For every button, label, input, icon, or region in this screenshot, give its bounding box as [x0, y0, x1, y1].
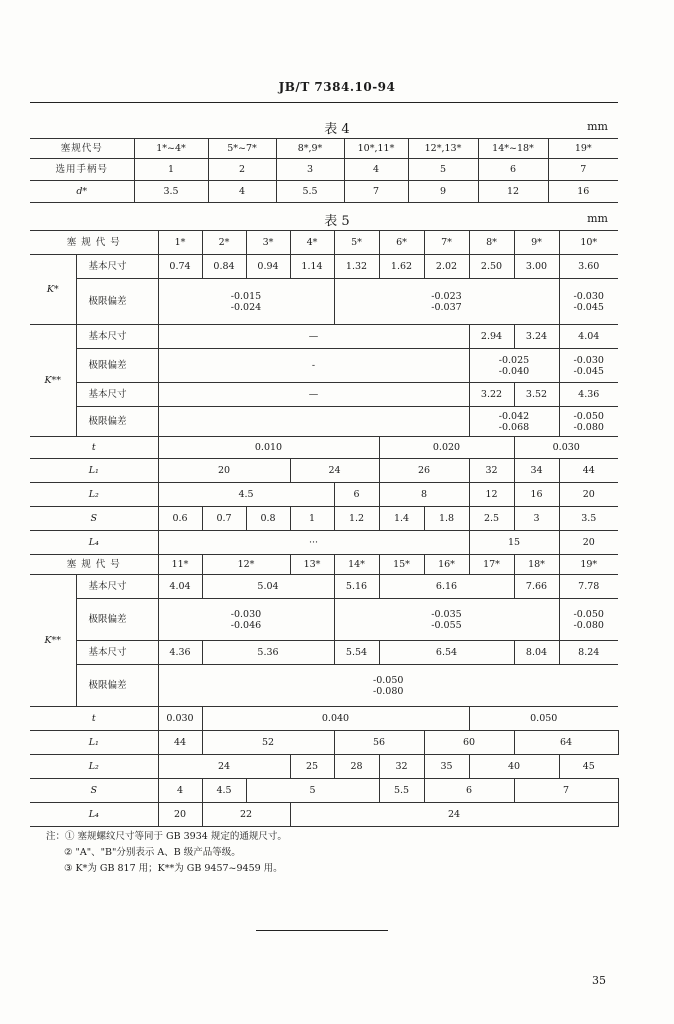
- table-cell: -0.015 -0.024: [158, 279, 334, 325]
- note-line: ③ K*为 GB 817 用；K**为 GB 9457~9459 用。: [64, 863, 283, 874]
- table-cell: 4.5: [202, 779, 246, 803]
- table-cell: -0.050 -0.080: [559, 407, 618, 437]
- table-cell: 14*: [334, 555, 379, 575]
- table-cell: 0.010: [158, 437, 379, 459]
- table-cell: 选用手柄号: [30, 159, 134, 181]
- table4-caption: 表 4: [324, 122, 350, 137]
- table-row: [30, 383, 618, 407]
- table-cell: 2.02: [424, 255, 469, 279]
- table-row: [30, 803, 618, 827]
- table-cell: 17*: [469, 555, 514, 575]
- table-cell: 6.54: [379, 641, 514, 665]
- table-row: [30, 483, 618, 507]
- table-cell: 5.5: [379, 779, 424, 803]
- table-cell: 1.14: [290, 255, 334, 279]
- table-cell: 1.62: [379, 255, 424, 279]
- table-cell: -0.050 -0.080: [559, 599, 618, 641]
- table-cell: K**: [30, 575, 76, 707]
- table-row: [30, 139, 618, 159]
- table-cell: 4: [344, 159, 408, 181]
- table-cell: 2: [208, 159, 276, 181]
- table-cell: 7: [514, 779, 618, 803]
- table-cell: L₁: [30, 459, 158, 483]
- table-row: [30, 665, 618, 707]
- table-cell: 极限偏差: [76, 349, 158, 383]
- table-row: [30, 325, 618, 349]
- table-cell: 8*,9*: [276, 139, 344, 159]
- table-cell: 3.24: [514, 325, 559, 349]
- table-cell: 1: [134, 159, 208, 181]
- table-cell: L₂: [30, 755, 158, 779]
- table-cell: 5.16: [334, 575, 379, 599]
- table-cell: 7.78: [559, 575, 618, 599]
- table-row: [30, 181, 618, 203]
- table-cell: 3.5: [134, 181, 208, 203]
- table-cell: 44: [559, 459, 618, 483]
- table-cell: 3.22: [469, 383, 514, 407]
- table-row: [30, 507, 618, 531]
- table-cell: 5.54: [334, 641, 379, 665]
- table-row: [30, 407, 618, 437]
- table-cell: 4: [208, 181, 276, 203]
- table-cell: 5.04: [202, 575, 334, 599]
- table-cell: 3.00: [514, 255, 559, 279]
- table-row: [30, 641, 618, 665]
- table-cell: 13*: [290, 555, 334, 575]
- table-cell: 塞 规 代 号: [30, 231, 158, 255]
- table-cell: 8: [379, 483, 469, 507]
- table-cell: d*: [30, 181, 134, 203]
- table-cell: L₄: [30, 803, 158, 827]
- table-cell: -: [158, 349, 469, 383]
- table-cell: 4: [158, 779, 202, 803]
- table-cell: 12: [478, 181, 548, 203]
- table-cell: 0.050: [469, 707, 618, 731]
- table-5: [30, 230, 618, 827]
- table-cell: 塞规代号: [30, 139, 134, 159]
- table-cell: 19*: [548, 139, 618, 159]
- table-cell: 20: [158, 459, 290, 483]
- table-row: [30, 531, 618, 555]
- table-cell: 19*: [559, 555, 618, 575]
- table-cell: -0.030 -0.045: [559, 279, 618, 325]
- table-cell: 5: [246, 779, 379, 803]
- table-cell: 35: [424, 755, 469, 779]
- table-cell: 5.5: [276, 181, 344, 203]
- table-row: [30, 349, 618, 383]
- table-row: [30, 279, 618, 325]
- table4-unit: mm: [587, 120, 608, 133]
- table-cell: 3*: [246, 231, 290, 255]
- table-cell: 32: [469, 459, 514, 483]
- table-cell: 16: [514, 483, 559, 507]
- table-cell: 0.74: [158, 255, 202, 279]
- table-cell: 3.60: [559, 255, 618, 279]
- table-row: [30, 437, 618, 459]
- table-cell: t: [30, 707, 158, 731]
- table-cell: 24: [158, 755, 290, 779]
- note-line: ② "A"、"B"分别表示 A、B 级产品等级。: [64, 847, 241, 858]
- table-cell: 1: [290, 507, 334, 531]
- table-cell: 6*: [379, 231, 424, 255]
- table-cell: 60: [424, 731, 514, 755]
- table-cell: 5*: [334, 231, 379, 255]
- table-cell: 45: [559, 755, 618, 779]
- table-cell: 32: [379, 755, 424, 779]
- table-cell: 52: [202, 731, 334, 755]
- table-cell: 2.5: [469, 507, 514, 531]
- table-cell: 7: [344, 181, 408, 203]
- table-cell: 10*: [559, 231, 618, 255]
- table-cell: -0.025 -0.040: [469, 349, 559, 383]
- table-cell: 5*~7*: [208, 139, 276, 159]
- table-cell: 9*: [514, 231, 559, 255]
- table-cell: 12*,13*: [408, 139, 478, 159]
- table-row: [30, 707, 618, 731]
- table-cell: 5: [408, 159, 478, 181]
- table-cell: 1*: [158, 231, 202, 255]
- table-cell: 2.50: [469, 255, 514, 279]
- table-cell: 6: [424, 779, 514, 803]
- table-cell: 极限偏差: [76, 599, 158, 641]
- table-row: [30, 255, 618, 279]
- table-cell: L₁: [30, 731, 158, 755]
- table-cell: 2*: [202, 231, 246, 255]
- table-cell: 0.7: [202, 507, 246, 531]
- table-row: [30, 459, 618, 483]
- table-cell: K**: [30, 325, 76, 437]
- header-rule: [30, 102, 618, 103]
- table-cell: 5.36: [202, 641, 334, 665]
- table-cell: —: [158, 383, 469, 407]
- table-cell: 0.94: [246, 255, 290, 279]
- table-cell: 0.8: [246, 507, 290, 531]
- table-cell: 16*: [424, 555, 469, 575]
- table-cell: 0.030: [158, 707, 202, 731]
- table-cell: L₄: [30, 531, 158, 555]
- table-cell: L₂: [30, 483, 158, 507]
- table-cell: 15*: [379, 555, 424, 575]
- table-cell: 10*,11*: [344, 139, 408, 159]
- table-cell: 3.52: [514, 383, 559, 407]
- table-cell: 4.04: [158, 575, 202, 599]
- standard-number-header: JB/T 7384.10-94: [278, 80, 396, 94]
- table-row: [30, 599, 618, 641]
- table-cell: S: [30, 507, 158, 531]
- table-cell: 44: [158, 731, 202, 755]
- table-cell: 基本尺寸: [76, 255, 158, 279]
- table5-caption: 表 5: [324, 214, 350, 229]
- table-cell: 基本尺寸: [76, 325, 158, 349]
- table-cell: 塞 规 代 号: [30, 555, 158, 575]
- table-cell: 1*~4*: [134, 139, 208, 159]
- table-cell: 34: [514, 459, 559, 483]
- table-cell: 8.24: [559, 641, 618, 665]
- table-cell: 4.36: [158, 641, 202, 665]
- table-cell: 20: [559, 483, 618, 507]
- table5-unit: mm: [587, 212, 608, 225]
- table-cell: 24: [290, 803, 618, 827]
- table-cell: 3: [276, 159, 344, 181]
- table-cell: 7*: [424, 231, 469, 255]
- table-cell: 基本尺寸: [76, 641, 158, 665]
- table-cell: 20: [559, 531, 618, 555]
- table-cell: 11*: [158, 555, 202, 575]
- table-cell: 极限偏差: [76, 279, 158, 325]
- table-4: [30, 138, 618, 203]
- table-cell: 7: [548, 159, 618, 181]
- table-cell: -0.035 -0.055: [334, 599, 559, 641]
- page-number: 35: [592, 974, 606, 987]
- table-cell: 64: [514, 731, 618, 755]
- table-cell: 1.8: [424, 507, 469, 531]
- table-notes: [46, 829, 287, 877]
- table-row: [30, 159, 618, 181]
- table-cell: 1.4: [379, 507, 424, 531]
- table-cell: -0.042 -0.068: [469, 407, 559, 437]
- table-cell: 1.2: [334, 507, 379, 531]
- table-cell: 0.040: [202, 707, 469, 731]
- table-cell: 1.32: [334, 255, 379, 279]
- table-cell: 8.04: [514, 641, 559, 665]
- table-row: [30, 731, 618, 755]
- table-cell: 28: [334, 755, 379, 779]
- table-cell: 9: [408, 181, 478, 203]
- table-cell: 18*: [514, 555, 559, 575]
- table-cell: 0.84: [202, 255, 246, 279]
- table-cell: 3: [514, 507, 559, 531]
- table-cell: S: [30, 779, 158, 803]
- table-cell: -0.023 -0.037: [334, 279, 559, 325]
- table-cell: -0.030 -0.045: [559, 349, 618, 383]
- table-cell: t: [30, 437, 158, 459]
- table-cell: -0.030 -0.046: [158, 599, 334, 641]
- table-cell: 2.94: [469, 325, 514, 349]
- table-cell: 26: [379, 459, 469, 483]
- table-cell: 4.04: [559, 325, 618, 349]
- table-row: [30, 755, 618, 779]
- table-cell: 20: [158, 803, 202, 827]
- note-line: 注：① 塞规螺纹尺寸等同于 GB 3934 规定的通规尺寸。: [46, 831, 287, 842]
- end-rule: [256, 930, 388, 931]
- table-cell: 6: [478, 159, 548, 181]
- table-cell: 0.020: [379, 437, 514, 459]
- table-row: [30, 575, 618, 599]
- table-cell: -0.050 -0.080: [158, 665, 618, 707]
- table-cell: 极限偏差: [76, 407, 158, 437]
- table-cell: 12: [469, 483, 514, 507]
- table-cell: 22: [202, 803, 290, 827]
- table-row: [30, 231, 618, 255]
- table-cell: 8*: [469, 231, 514, 255]
- table-row: [30, 779, 618, 803]
- table-cell: 12*: [202, 555, 290, 575]
- table-cell: 基本尺寸: [76, 575, 158, 599]
- table-cell: 极限偏差: [76, 665, 158, 707]
- table-cell: 40: [469, 755, 559, 779]
- table-cell: 16: [548, 181, 618, 203]
- table-cell: —: [158, 325, 469, 349]
- table-cell: 6: [334, 483, 379, 507]
- table-cell: 基本尺寸: [76, 383, 158, 407]
- table-cell: [158, 407, 469, 437]
- table-cell: 24: [290, 459, 379, 483]
- table-cell: 0.030: [514, 437, 618, 459]
- table-cell: 6.16: [379, 575, 514, 599]
- table-row: [30, 555, 618, 575]
- table-cell: 7.66: [514, 575, 559, 599]
- table-cell: 56: [334, 731, 424, 755]
- table-cell: ···: [158, 531, 469, 555]
- table-cell: 15: [469, 531, 559, 555]
- table-cell: 4.5: [158, 483, 334, 507]
- table-cell: 25: [290, 755, 334, 779]
- table-cell: 4*: [290, 231, 334, 255]
- table-cell: 4.36: [559, 383, 618, 407]
- table-cell: 14*~18*: [478, 139, 548, 159]
- table-cell: K*: [30, 255, 76, 325]
- table-cell: 0.6: [158, 507, 202, 531]
- table-cell: 3.5: [559, 507, 618, 531]
